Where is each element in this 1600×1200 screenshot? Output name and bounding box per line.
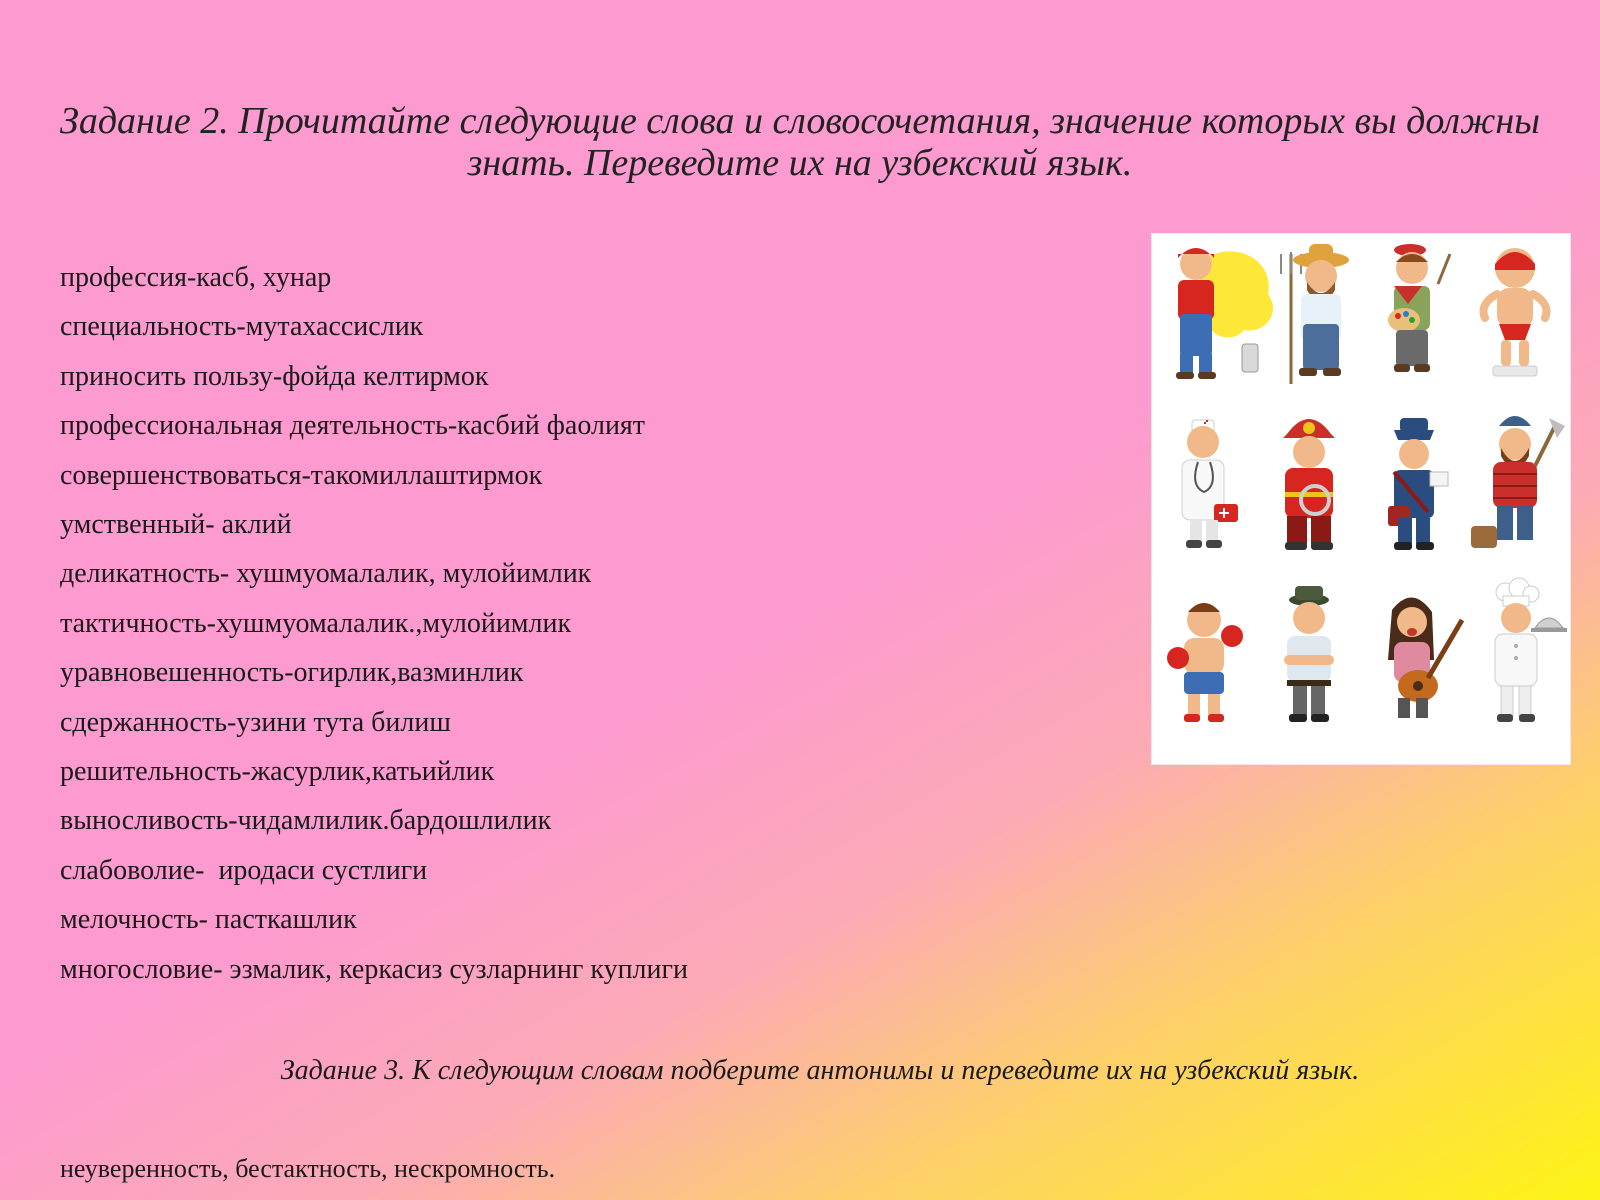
- task3-words: неуверенность, бестактность, нескромность.: [60, 1154, 556, 1183]
- vocab-item: специальность-мутахассислик: [60, 311, 424, 343]
- vocab-item: приносить пользу-фойда келтирмок: [60, 360, 489, 392]
- vocab-item: многословие- эзмалик, керкасиз сузларнинг куплиги: [60, 953, 688, 985]
- vocab-item: мелочность- пасткашлик: [60, 904, 357, 936]
- vocab-item: совершенствоваться-такомиллаштирмок: [60, 459, 543, 491]
- vocabulary-list: [60, 253, 688, 994]
- lumberjack-icon: [1471, 416, 1565, 548]
- vocab-item: умственный- аклий: [60, 509, 292, 541]
- vocab-item: деликатность- хушмуомалалик, мулойимлик: [60, 558, 592, 590]
- farmer-icon: [1281, 244, 1349, 384]
- chef-icon: [1495, 578, 1567, 722]
- vocab-item: уравновешенность-огирлик,вазминлик: [60, 657, 524, 689]
- vocab-item: выносливость-чидамлилик.бардошлилик: [60, 805, 552, 837]
- artist-icon: [1388, 244, 1450, 372]
- task2-title: Задание 2. Прочитайте следующие слова и словосочетания, значение которых вы должны знать. Переведите их на узбекский язык.: [60, 100, 1540, 184]
- doctor-icon: [1182, 420, 1238, 548]
- boxer-icon: [1167, 603, 1243, 722]
- task3-title: Задание 3. К следующим словам подберите антонимы и переведите их на узбекский язык.: [280, 1055, 1360, 1086]
- professions-illustration: [1152, 234, 1570, 764]
- police-officer-icon: [1287, 586, 1331, 722]
- vocab-item: решительность-жасурлик,катьийлик: [60, 756, 495, 788]
- vocab-item: тактичность-хушмуомалалик.,мулойимлик: [60, 607, 572, 639]
- vocab-item: слабоволие- иродаси сустлиги: [60, 854, 428, 886]
- vocab-item: сдержанность-узини тута билиш: [60, 706, 451, 738]
- firefighter-icon: [1283, 419, 1335, 550]
- painter-worker-icon: [1176, 248, 1273, 379]
- baby-icon: [1484, 248, 1547, 376]
- vocab-item: профессия-касб, хунар: [60, 262, 332, 293]
- postman-icon: [1388, 418, 1448, 550]
- guitarist-icon: [1388, 597, 1462, 718]
- vocab-item: профессиональная деятельность-касбий фаолият: [60, 410, 646, 442]
